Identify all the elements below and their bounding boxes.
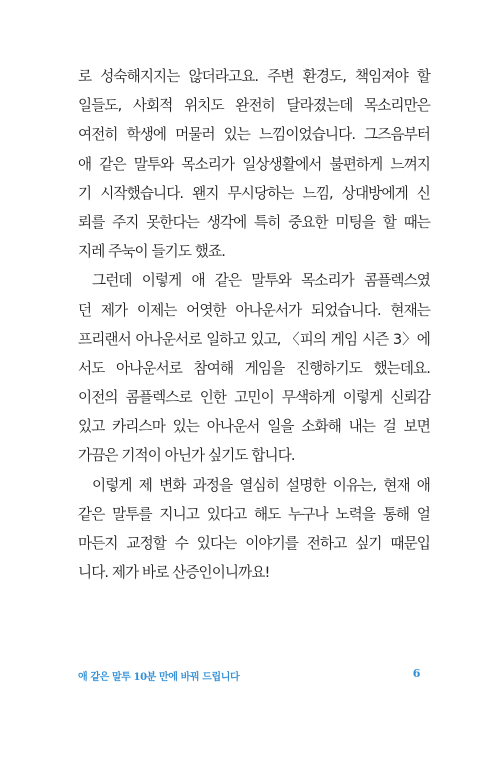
body-line: 일들도, 사회적 위치도 완전히 달라졌는데 목소리만은 [78, 97, 430, 115]
body-line: 애 같은 말투와 목소리가 일상생활에서 불편하게 느껴지 [78, 155, 430, 173]
body-line: 있고 카리스마 있는 아나운서 일을 소화해 내는 걸 보면 [78, 418, 430, 436]
running-title: 애 같은 말투 10분 만에 바꿔 드립니다 [78, 672, 240, 683]
body-line: 마든지 교정할 수 있다는 이야기를 전하고 싶기 때문입 [78, 535, 430, 552]
body-line: 서도 아나운서로 참여해 게임을 진행하기도 했는데요. [78, 359, 430, 377]
body-line: 프리랜서 아나운서로 일하고 있고, 〈피의 게임 시즌 3〉에 [78, 330, 430, 348]
page-footer [78, 668, 420, 686]
body-line: 여전히 학생에 머물러 있는 느낌이었습니다. 그즈음부터 [78, 126, 430, 144]
body-line: 니다. 제가 바로 산증인이니까요! [78, 564, 270, 582]
page-number: 6 [412, 667, 420, 680]
body-line: 뢰를 주지 못한다는 생각에 특히 중요한 미팅을 할 때는 [78, 213, 430, 231]
body-line: 그런데 이렇게 애 같은 말투와 목소리가 콤플렉스였 [92, 272, 430, 290]
body-line: 같은 말투를 지니고 있다고 해도 누구나 노력을 통해 얼 [78, 505, 430, 523]
body-line: 로 성숙해지지는 않더라고요. 주변 환경도, 책임져야 할 [78, 68, 430, 85]
body-line: 이전의 콤플렉스로 인한 고민이 무색하게 이렇게 신뢰감 [78, 389, 430, 407]
body-line: 가끔은 기적이 아닌가 싶기도 합니다. [78, 447, 295, 465]
body-line: 지레 주눅이 들기도 했죠. [78, 243, 225, 261]
body-line: 기 시작했습니다. 왠지 무시당하는 느낌, 상대방에게 신 [78, 184, 430, 202]
body-line: 이렇게 제 변화 과정을 열심히 설명한 이유는, 현재 애 [92, 476, 430, 494]
body-text [78, 62, 430, 587]
body-line: 던 제가 이제는 어엿한 아나운서가 되었습니다. 현재는 [78, 301, 430, 319]
